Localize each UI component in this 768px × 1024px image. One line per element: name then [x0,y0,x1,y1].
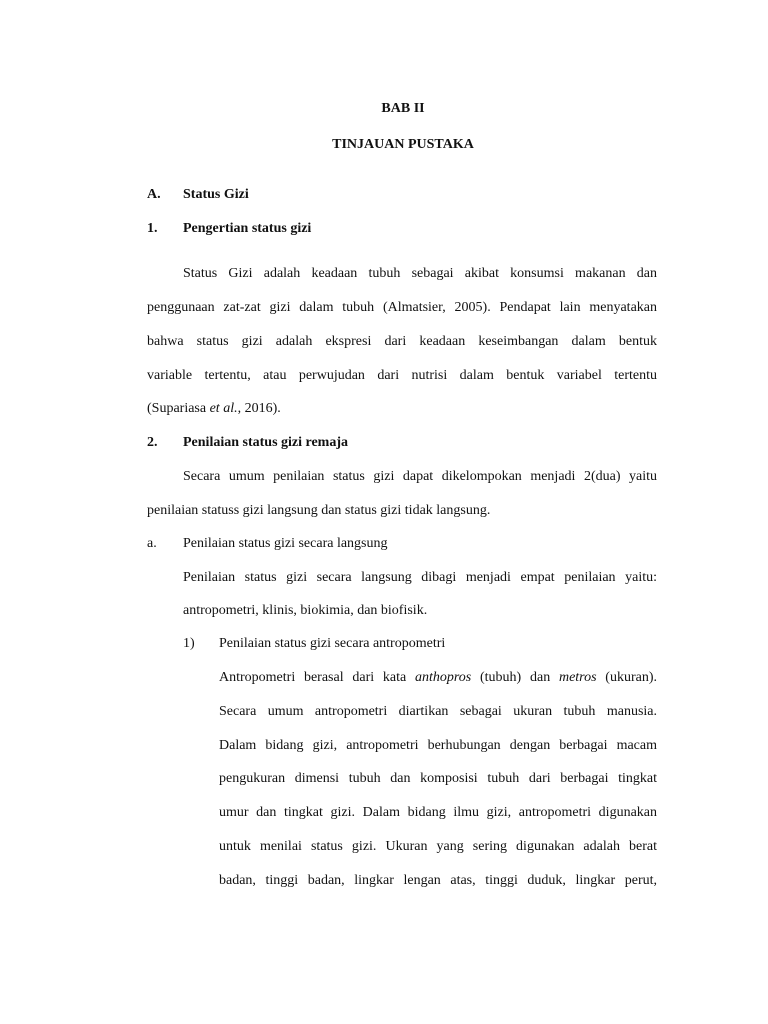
paragraph-line: pengukuran dimensi tubuh dan komposisi tubuh dari berbagai tingkat [219,771,657,786]
chapter-title: TINJAUAN PUSTAKA [332,137,474,152]
citation-italic: et al. [209,401,238,416]
paragraph-line: umur dan tingkat gizi. Dalam bidang ilmu gizi, antropometri digunakan [219,805,657,820]
citation-year: , 2016). [237,401,281,416]
paragraph-line: bahwa status gizi adalah ekspresi dari keadaan keseimbangan dalam bentuk [147,334,657,349]
subsection-2-marker: 2. [147,435,158,450]
paragraph-line: Penilaian status gizi secara langsung dibagi menjadi empat penilaian yaitu: [183,570,657,585]
subsection-a-marker: a. [147,536,157,551]
item-1-marker: 1) [183,636,195,651]
paragraph-line: Status Gizi adalah keadaan tubuh sebagai akibat konsumsi makanan dan [183,266,657,281]
paragraph-line: untuk menilai status gizi. Ukuran yang sering digunakan adalah berat [219,839,657,854]
item-1-title: Penilaian status gizi secara antropometri [219,636,446,651]
subsection-a-title: Penilaian status gizi secara langsung [183,536,388,551]
text-run: Antropometri berasal dari kata [219,670,415,685]
chapter-heading: BAB II [381,101,425,116]
subsection-2-title: Penilaian status gizi remaja [183,435,349,450]
italic-term: anthopros [414,670,472,685]
paragraph-line: variable tertentu, atau perwujudan dari nutrisi dalam bentuk variabel tertentu [147,368,657,383]
italic-term: metros [558,670,597,685]
text-run: (ukuran). [596,670,658,685]
paragraph-line: Secara umum antropometri diartikan sebagai ukuran tubuh manusia. [219,704,657,719]
paragraph-line: Secara umum penilaian status gizi dapat dikelompokan menjadi 2(dua) yaitu [183,469,657,484]
section-a-marker: A. [147,187,161,202]
paragraph-line: antropometri, klinis, biokimia, dan biofisik. [183,603,428,618]
paragraph-line: Dalam bidang gizi, antropometri berhubungan dengan berbagai macam [219,738,657,753]
paragraph-line: penggunaan zat-zat gizi dalam tubuh (Almatsier, 2005). Pendapat lain menyatakan [147,300,657,315]
paragraph-line: penilaian statuss gizi langsung dan status gizi tidak langsung. [147,503,491,518]
citation-text: (Supariasa [147,401,210,416]
paragraph-line [147,400,281,418]
subsection-1-marker: 1. [147,221,158,236]
text-run: (tubuh) dan [471,670,559,685]
paragraph-line: badan, tinggi badan, lingkar lengan atas, tinggi duduk, lingkar perut, [219,873,657,888]
section-a-title: Status Gizi [183,187,249,202]
paragraph-line [219,669,657,687]
subsection-1-title: Pengertian status gizi [183,221,312,236]
